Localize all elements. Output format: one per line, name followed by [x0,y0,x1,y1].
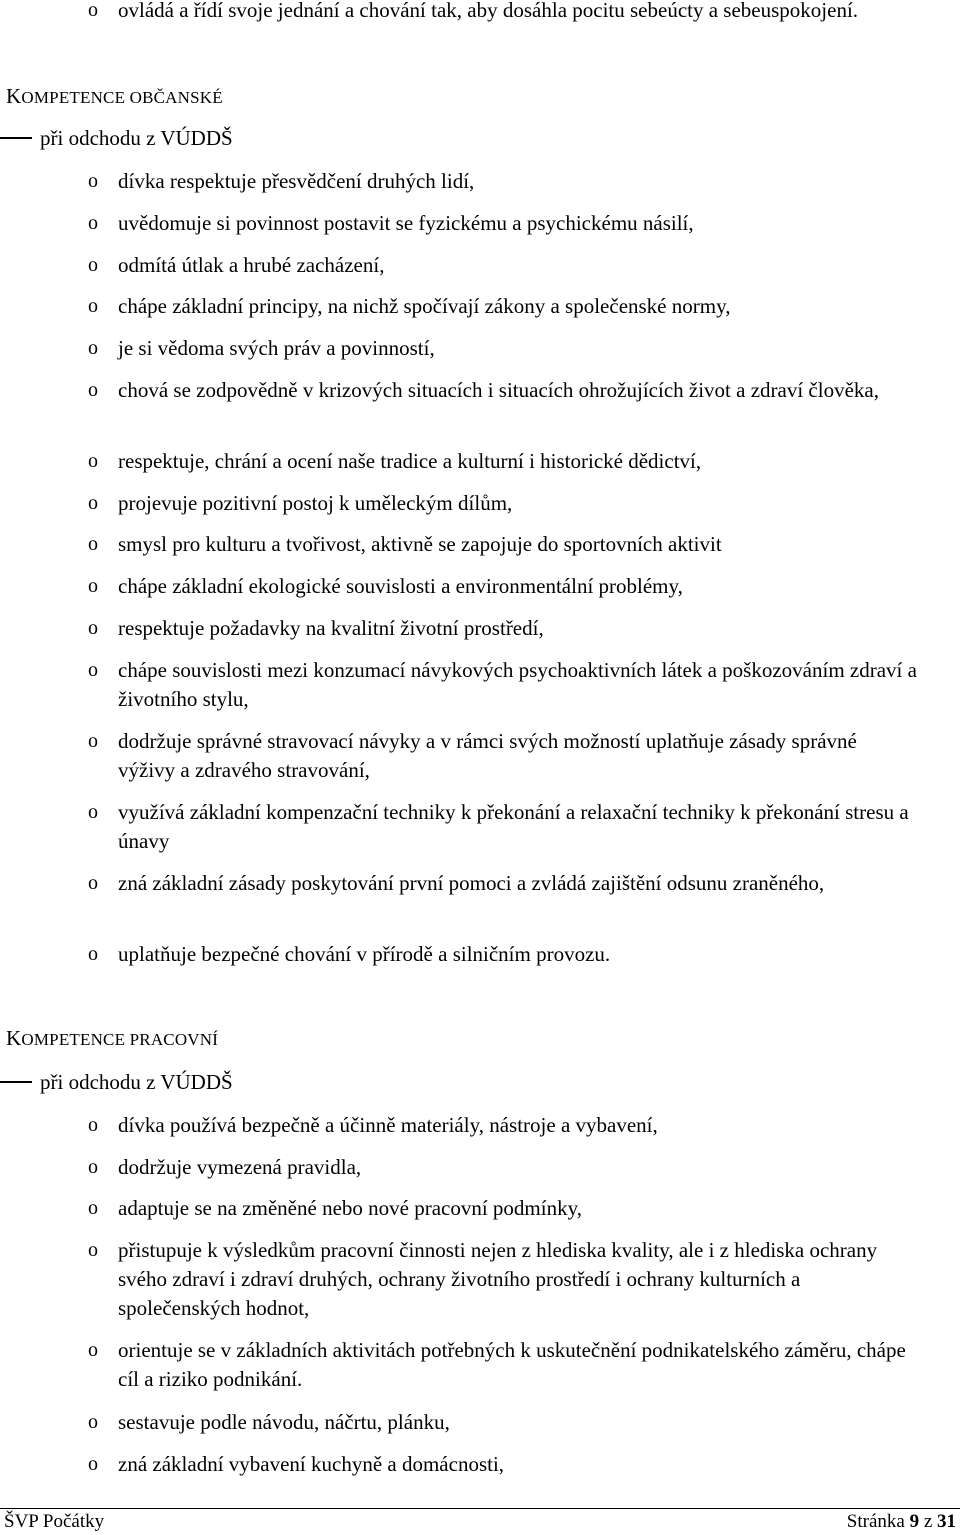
bullet-marker: o [88,617,98,639]
list-item [88,489,918,518]
footer-page-counter: Stránka 9 z 31 [846,1511,956,1532]
footer-page-number: 9 [909,1511,920,1532]
bullet-marker: o [88,0,98,21]
bullet-marker: o [88,801,98,823]
bullet-marker: o [88,492,98,514]
list-item-text: dodržuje správné stravovací návyky a v rámci svých možností uplatňuje zásady správné výživy a zdravého stravování, [118,729,857,782]
bullet-marker: o [88,575,98,597]
bullet-marker: o [88,170,98,192]
dash-marker [0,137,32,139]
list-item [88,251,918,280]
section-heading-obcanske: KOMPETENCE OBČANSKÉ [6,84,223,108]
list-item-text: respektuje, chrání a ocení naše tradice a kulturní i historické dědictví, [118,449,702,473]
list-item [88,530,918,559]
bullet-marker: o [88,254,98,276]
footer-page-total: 31 [937,1511,956,1532]
bullet-marker: o [88,1114,98,1136]
list-item-text: sestavuje podle návodu, náčrtu, plánku, [118,1410,450,1434]
list-item-text: je si vědoma svých práv a povinností, [118,336,435,360]
list-item [88,209,918,238]
list-item [88,940,918,969]
list-item [88,1236,918,1323]
list-item-text: projevuje pozitivní postoj k uměleckým dílům, [118,491,513,515]
page-footer [0,1508,960,1535]
bullet-marker: o [88,659,98,681]
list-item-text: chová se zodpovědně v krizových situacích i situacích ohrožujících život a zdraví člověka, [118,378,879,402]
dash-item-text: při odchodu z VÚDDŠ [40,126,233,150]
list-item [88,727,918,785]
list-item-text: uplatňuje bezpečné chování v přírodě a silničním provozu. [118,942,611,966]
list-item [88,376,918,405]
footer-document-name: ŠVP Počátky [4,1511,105,1532]
list-item-text: přistupuje k výsledkům pracovní činnosti nejen z hlediska kvality, ale i z hlediska ochrany svého zdraví i zdraví druhých, ochrany životního prostředí i ochrany kulturních a společenských hodnot, [118,1238,878,1320]
list-item [88,1111,918,1140]
bullet-marker: o [88,1411,98,1433]
bullet-marker: o [88,337,98,359]
list-item [88,1194,918,1223]
list-item [88,334,918,363]
list-item-text: zná základní vybavení kuchyně a domácnosti, [118,1452,505,1476]
dash-marker [0,1081,32,1083]
list-item-text: adaptuje se na změněné nebo nové pracovní podmínky, [118,1196,582,1220]
list-item-text: smysl pro kulturu a tvořivost, aktivně se zapojuje do sportovních aktivit [118,532,722,556]
bullet-marker: o [88,1239,98,1261]
list-item [88,1336,918,1394]
list-item [88,572,918,601]
list-item-text: dodržuje vymezená pravidla, [118,1155,362,1179]
footer-divider [0,1508,960,1509]
section-heading-pracovni: KOMPETENCE PRACOVNÍ [6,1026,219,1050]
list-item [88,447,918,476]
list-item [88,869,918,898]
list-item [88,292,918,321]
list-item-text: využívá základní kompenzační techniky k překonání a relaxační techniky k překonání stresu a únavy [118,800,909,853]
list-item-text: chápe základní ekologické souvislosti a environmentální problémy, [118,574,683,598]
bullet-marker: o [88,730,98,752]
bullet-marker: o [88,379,98,401]
list-item-text: zná základní zásady poskytování první pomoci a zvládá zajištění odsunu zraněného, [118,871,825,895]
list-item [88,614,918,643]
list-item-text: odmítá útlak a hrubé zacházení, [118,253,385,277]
bullet-marker: o [88,212,98,234]
bullet-marker: o [88,295,98,317]
list-item-text: dívka používá bezpečně a účinně materiály, nástroje a vybavení, [118,1113,658,1137]
list-item [88,656,918,714]
list-item [88,167,918,196]
list-item-text: dívka respektuje přesvědčení druhých lidí, [118,169,475,193]
bullet-marker: o [88,1197,98,1219]
list-item [88,1450,918,1479]
bullet-marker: o [88,1156,98,1178]
list-item [88,798,918,856]
list-item [88,1408,918,1437]
dash-item-text: při odchodu z VÚDDŠ [40,1070,233,1094]
list-item-text: chápe základní principy, na nichž spočívají zákony a společenské normy, [118,294,731,318]
list-item-text: ovládá a řídí svoje jednání a chování tak, aby dosáhla pocitu sebeúcty a sebeuspokojení. [118,0,859,22]
list-item-text: orientuje se v základních aktivitách potřebných k uskutečnění podnikatelského záměru, chápe cíl a riziko podnikání. [118,1338,906,1391]
list-item [88,1153,918,1182]
list-item-text: respektuje požadavky na kvalitní životní prostředí, [118,616,544,640]
list-item-text: chápe souvislosti mezi konzumací návykových psychoaktivních látek a poškozováním zdraví a životního stylu, [118,658,917,711]
bullet-marker: o [88,943,98,965]
bullet-marker: o [88,450,98,472]
bullet-marker: o [88,1339,98,1361]
list-item-text: uvědomuje si povinnost postavit se fyzickému a psychickému násilí, [118,211,694,235]
list-item [88,0,918,25]
bullet-marker: o [88,1453,98,1475]
bullet-marker: o [88,872,98,894]
bullet-marker: o [88,533,98,555]
